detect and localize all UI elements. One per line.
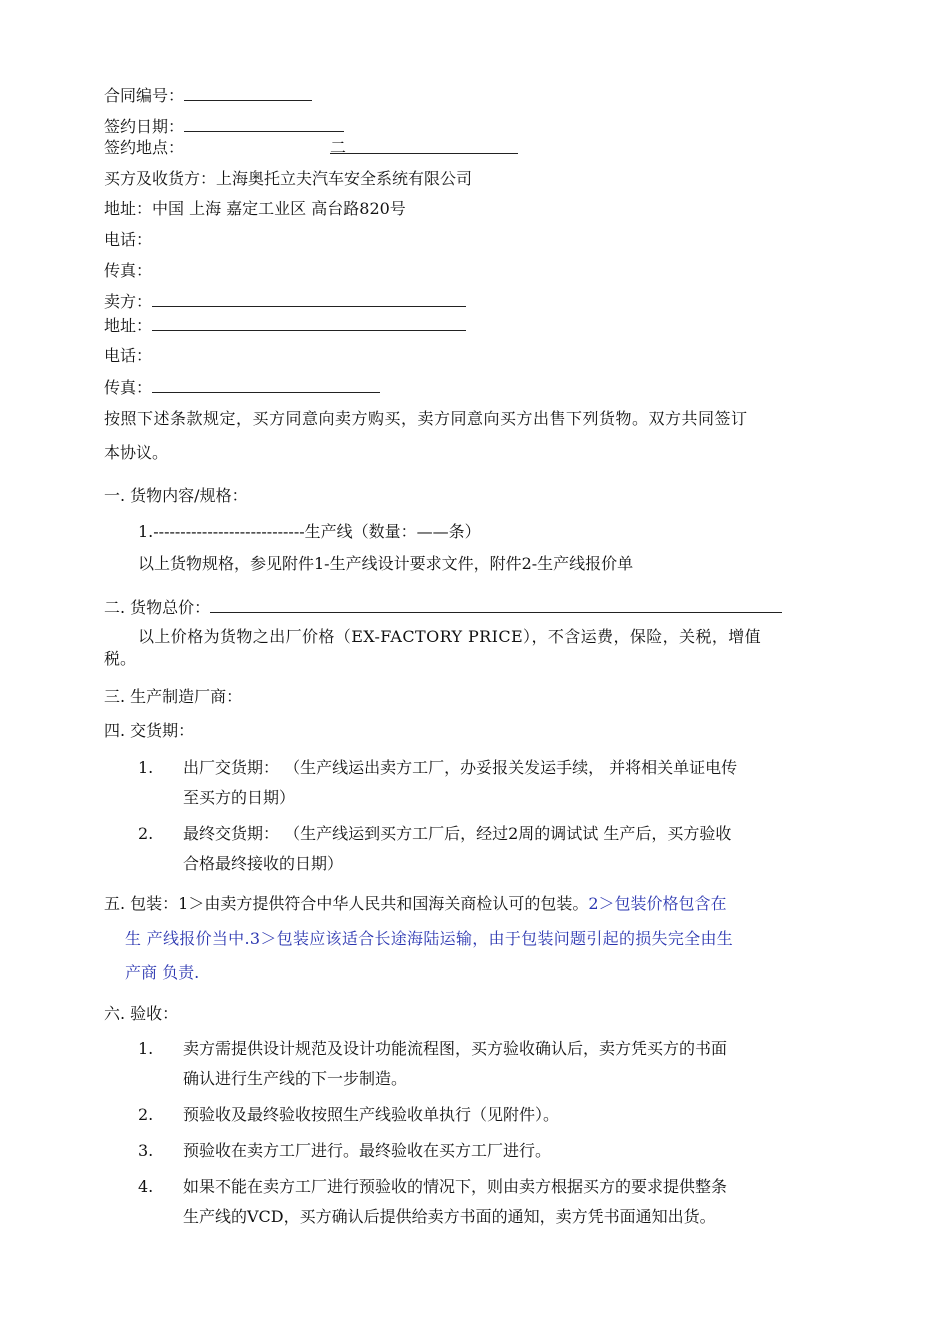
sign-place-label: 签约地点： bbox=[104, 138, 185, 157]
acceptance-item-4-line-1: 如果不能在卖方工厂进行预验收的情况下，则由卖方根据买方的要求提供整条 bbox=[183, 1177, 728, 1196]
sign-date-label: 签约日期： bbox=[104, 117, 185, 136]
section-5-line-2: 生 产线报价当中.3＞包装应该适合长途海陆运输，由于包装问题引起的损失完全由生 bbox=[125, 929, 734, 948]
intro-line-2: 本协议。 bbox=[104, 443, 169, 462]
delivery-item-2-number: 2. bbox=[138, 824, 154, 843]
contract-number-label: 合同编号： bbox=[104, 86, 185, 105]
acceptance-item-1-line-1: 卖方需提供设计规范及设计功能流程图，买方验收确认后，卖方凭买方的书面 bbox=[183, 1039, 728, 1058]
acceptance-item-4-line-2: 生产线的VCD，买方确认后提供给卖方书面的通知，卖方凭书面通知出货。 bbox=[183, 1207, 716, 1226]
acceptance-item-1-number: 1. bbox=[138, 1039, 154, 1058]
section-2-line-2: 税。 bbox=[104, 649, 137, 668]
buyer-phone: 电话： bbox=[104, 230, 153, 249]
total-price-blank[interactable] bbox=[210, 596, 782, 613]
section-6-title: 六. 验收： bbox=[104, 1004, 179, 1023]
section-2-line-1: 以上价格为货物之出厂价格（EX-FACTORY PRICE），不含运费，保险，关税，增值 bbox=[138, 627, 762, 646]
seller-fax-blank[interactable] bbox=[152, 376, 380, 393]
acceptance-item-1-line-2: 确认进行生产线的下一步制造。 bbox=[183, 1069, 408, 1088]
seller-address-line bbox=[104, 314, 466, 337]
contract-number-blank[interactable] bbox=[184, 84, 312, 101]
sign-date-blank[interactable] bbox=[184, 115, 344, 132]
sign-place-blank[interactable] bbox=[330, 137, 518, 159]
section-1-note: 以上货物规格，参见附件1-生产线设计要求文件，附件2-生产线报价单 bbox=[138, 554, 634, 573]
delivery-item-1-line-2: 至买方的日期） bbox=[183, 788, 296, 807]
sign-date-line bbox=[104, 115, 344, 138]
acceptance-item-2-number: 2. bbox=[138, 1105, 154, 1124]
delivery-item-2-line-2: 合格最终接收的日期） bbox=[183, 854, 344, 873]
buyer-address: 地址：中国 上海 嘉定工业区 高台路820号 bbox=[104, 199, 406, 218]
delivery-item-1-line-1: 出厂交货期： （生产线运出卖方工厂，办妥报关发运手续， 并将相关单证电传 bbox=[183, 758, 738, 777]
delivery-item-1-number: 1. bbox=[138, 758, 154, 777]
seller-address-label: 地址： bbox=[104, 316, 153, 335]
acceptance-item-3-line-1: 预验收在卖方工厂进行。最终验收在买方工厂进行。 bbox=[183, 1141, 552, 1160]
section-5-line-1-black: 五. 包装：1＞由卖方提供符合中华人民共和国海关商检认可的包装。 bbox=[104, 894, 589, 913]
section-2-title-line bbox=[104, 596, 782, 619]
section-1-item: 1.----------------------------生产线（数量：——条） bbox=[138, 522, 481, 541]
section-4-title: 四. 交货期： bbox=[104, 721, 195, 740]
sign-place-value: 二 bbox=[330, 137, 518, 154]
seller-address-blank[interactable] bbox=[152, 314, 466, 331]
contract-number-line bbox=[104, 84, 312, 107]
section-3-title: 三. 生产制造厂商： bbox=[104, 687, 243, 706]
seller-phone: 电话： bbox=[104, 346, 153, 365]
section-5-line-1 bbox=[104, 893, 727, 915]
delivery-item-2-line-1: 最终交货期： （生产线运到买方工厂后，经过2周的调试试 生产后，买方验收 bbox=[183, 824, 732, 843]
seller-name-blank[interactable] bbox=[152, 290, 466, 307]
seller-fax-label: 传真： bbox=[104, 378, 153, 397]
buyer-fax: 传真： bbox=[104, 261, 153, 280]
acceptance-item-4-number: 4. bbox=[138, 1177, 154, 1196]
section-1-title: 一. 货物内容/规格： bbox=[104, 486, 248, 505]
acceptance-item-3-number: 3. bbox=[138, 1141, 154, 1160]
section-2-title: 二. 货物总价： bbox=[104, 598, 211, 617]
seller-fax-line bbox=[104, 376, 380, 399]
acceptance-item-2-line-1: 预验收及最终验收按照生产线验收单执行（见附件）。 bbox=[183, 1105, 560, 1124]
buyer-line: 买方及收货方：上海奥托立夫汽车安全系统有限公司 bbox=[104, 169, 473, 188]
seller-name-label: 卖方： bbox=[104, 292, 153, 311]
intro-line-1: 按照下述条款规定，买方同意向卖方购买，卖方同意向买方出售下列货物。双方共同签订 bbox=[104, 409, 748, 428]
section-5-line-1-blue: 2＞包装价格包含在 bbox=[588, 894, 727, 913]
seller-name-line bbox=[104, 290, 466, 313]
section-5-line-3: 产商 负责. bbox=[125, 963, 200, 982]
